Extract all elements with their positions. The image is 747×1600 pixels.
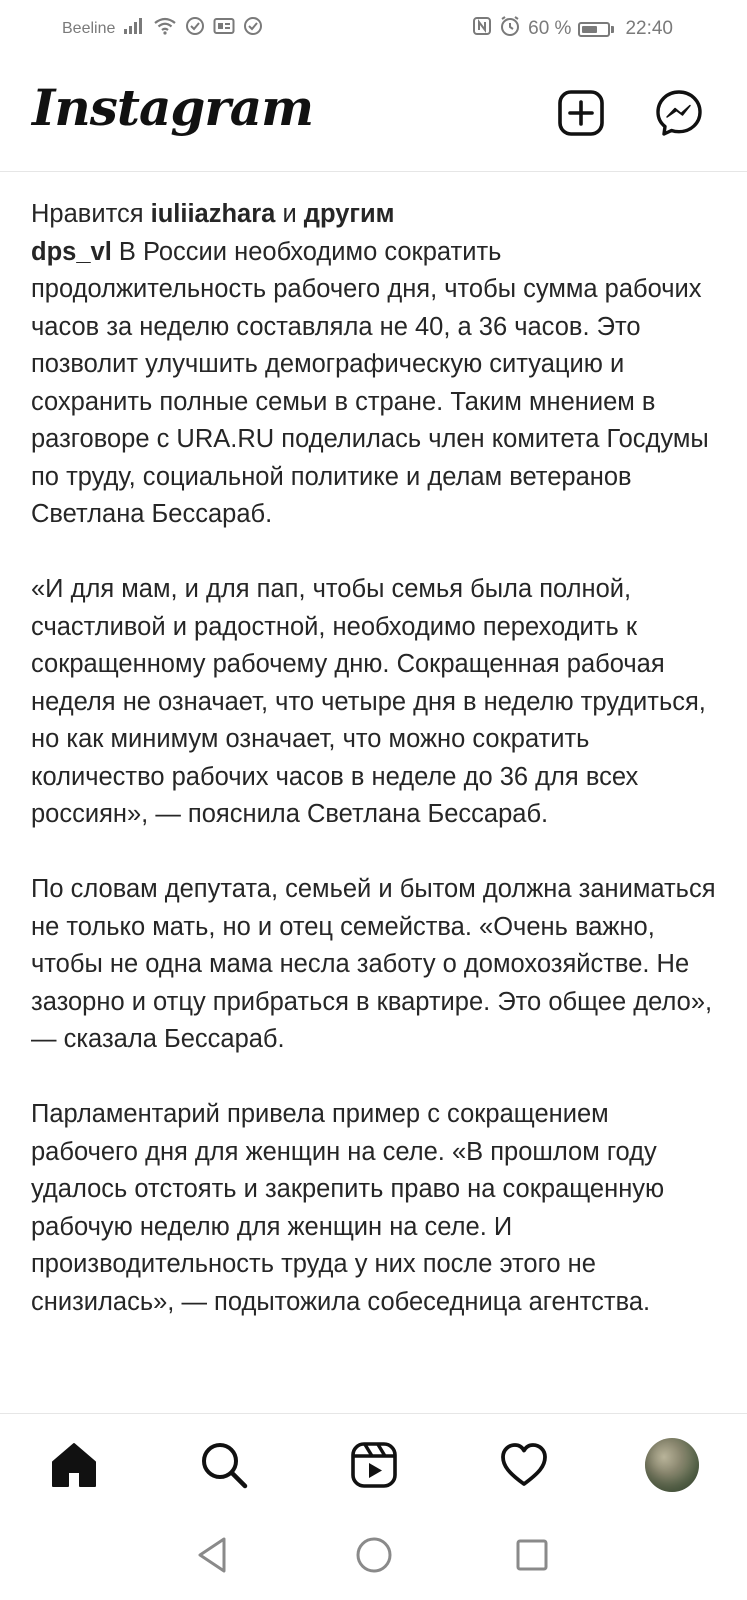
top-app-bar [0,56,747,172]
system-back-button[interactable] [192,1533,236,1577]
messenger-icon [654,88,704,138]
instagram-logo[interactable]: Instagram [32,78,313,137]
nfc-icon [472,16,492,42]
carrier-name: Beeline [62,20,116,37]
post-caption [31,234,721,1322]
system-home-button[interactable] [352,1533,396,1577]
battery-icon [578,22,614,37]
caption-paragraph: По словам депутата, семьей и бытом должна заниматься не только мать, но и отец семейства. «Очень важно, чтобы не одна мама несла заботу о домохозяйстве. Не зазорно и отцу прибраться в квартире. Это общее дело», — сказала Бессараб. [31,875,716,1053]
media-icon [213,17,235,41]
new-post-button[interactable] [556,88,606,138]
heart-icon [499,1440,549,1490]
caption-paragraph: «И для мам, и для пап, чтобы семья была полной, счастливой и радостной, необходимо переходить к сокращенному рабочему дню. Сокращенная рабочая неделя не означает, что четыре дня в неделю трудиться, но как минимум означает, что можно сократить количество рабочих часов в неделе до 36 для всех россиян», — пояснила Светлана Бессараб. [31,575,706,828]
check-circle-icon [185,16,205,42]
likes-prefix: Нравится [31,200,144,228]
reels-icon [349,1440,399,1490]
caption-paragraph [31,234,721,534]
status-bar-right [472,15,673,43]
author-username[interactable]: dps_vl [31,237,112,266]
liked-by-others-link[interactable]: другим [303,200,395,228]
clock-time: 22:40 [625,18,673,39]
status-bar [0,0,747,56]
home-circle-icon [352,1533,396,1577]
system-navigation [0,1521,747,1600]
status-bar-left [62,16,263,42]
check-circle-icon [243,16,263,42]
liked-by-username[interactable]: iuliiazhara [150,200,276,228]
nav-profile-tab[interactable] [644,1437,700,1493]
nav-reels-tab[interactable] [346,1437,402,1493]
likes-connector: и [282,200,297,228]
nav-home-tab[interactable] [46,1437,102,1493]
likes-line [31,196,721,234]
home-icon [49,1440,99,1490]
nav-search-tab[interactable] [196,1437,252,1493]
profile-avatar [645,1438,699,1492]
messenger-button[interactable] [654,88,704,138]
search-icon [199,1440,249,1490]
nav-activity-tab[interactable] [496,1437,552,1493]
recents-icon [510,1533,554,1577]
signal-icon [123,18,145,40]
wifi-icon [153,17,177,41]
system-recents-button[interactable] [510,1533,554,1577]
alarm-icon [499,15,521,43]
back-icon [192,1533,236,1577]
post-content [31,196,721,1359]
caption-text: В России необходимо сократить продолжительность рабочего дня, чтобы сумма рабочих часов за неделю составляла не 40, а 36 часов. Это позволит улучшить демографическую ситуацию и сохранить полные семьи в стране. Таким мнением в разговоре с URA.RU поделилась член комитета Госдумы по труду, социальной политике и делам ветеранов Светлана Бессараб. [31,237,709,528]
battery-percent: 60 % [528,18,572,39]
bottom-navigation [0,1413,747,1522]
caption-paragraph: Парламентарий привела пример с сокращением рабочего дня для женщин на селе. «В прошлом году удалось отстоять и закрепить право на сокращенную рабочую неделю для женщин на селе. И производительность труда у них после этого не снизилась», — подытожила собеседница агентства. [31,1100,665,1316]
new-post-icon [556,88,606,138]
